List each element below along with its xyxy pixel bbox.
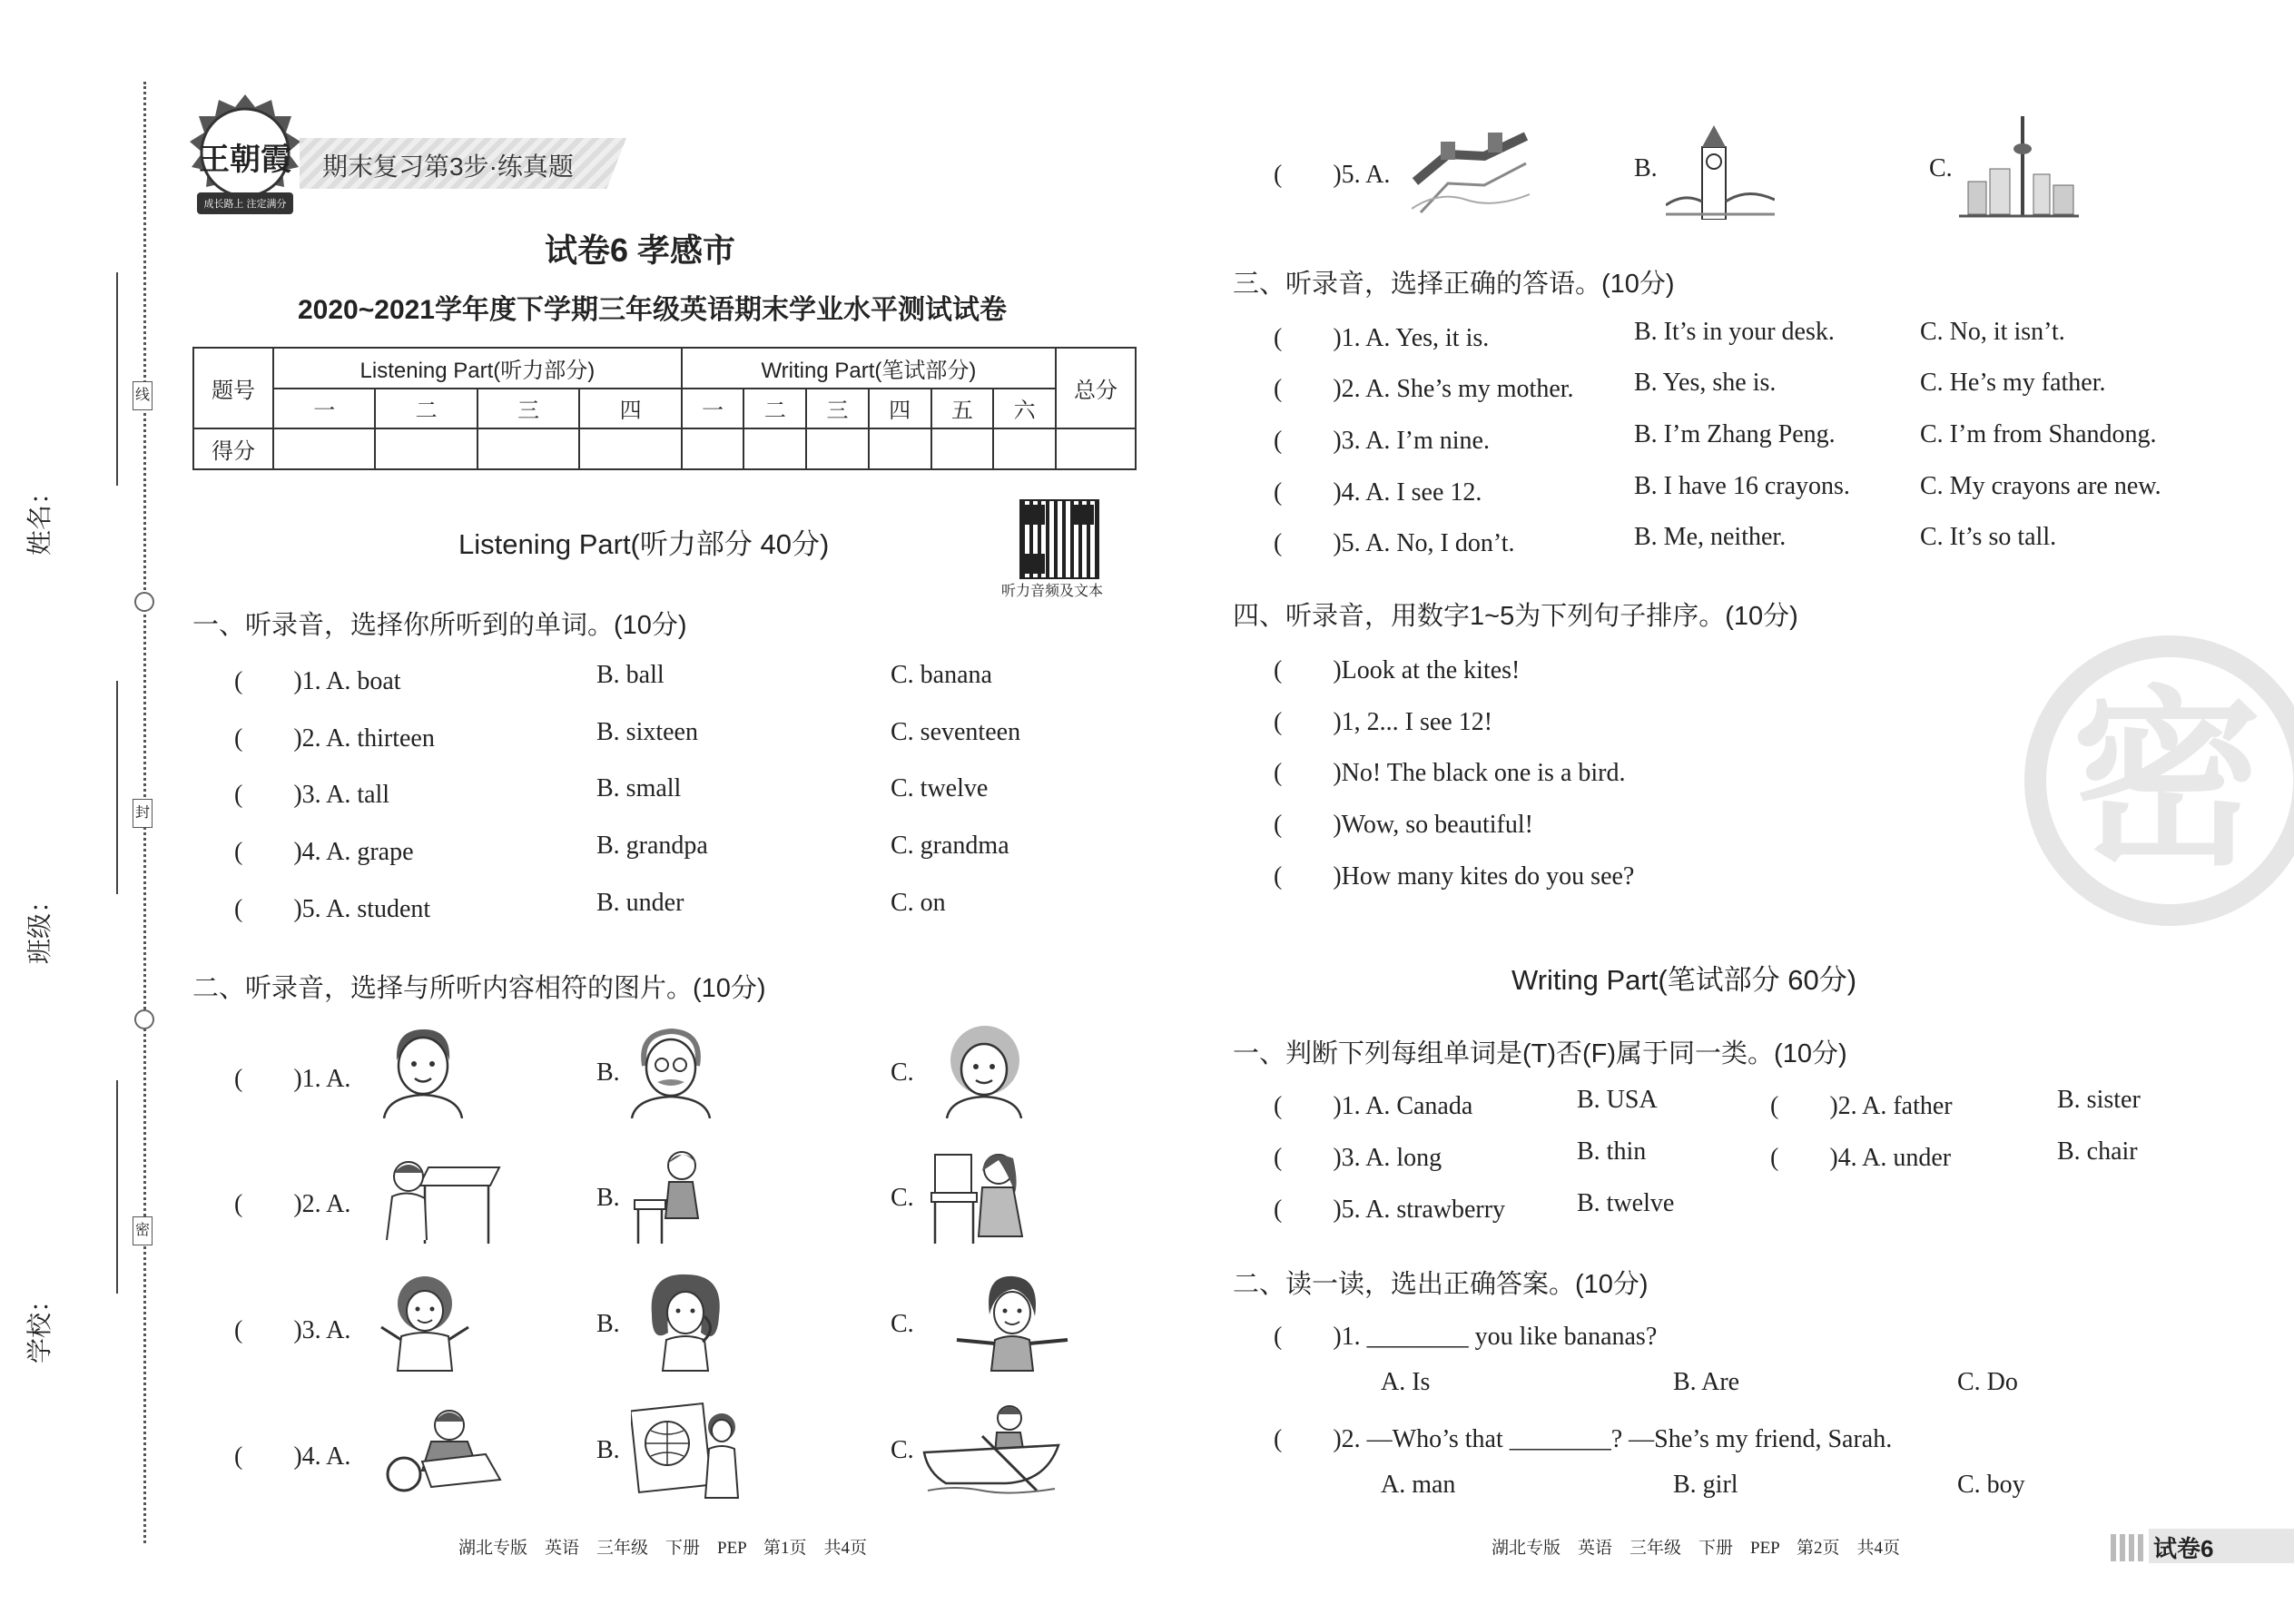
list-item[interactable]: ( )2. A. bbox=[234, 1190, 351, 1218]
score-col: 五 bbox=[931, 389, 994, 429]
list-item[interactable]: ( )Wow, so beautiful! bbox=[1274, 811, 1533, 839]
listening-s2-heading: 二、听录音，选择与所听内容相符的图片。(10分) bbox=[192, 974, 766, 1003]
score-col: 四 bbox=[869, 389, 931, 429]
list-item[interactable]: ( )3. A. I’m nine. bbox=[1274, 427, 1490, 455]
boy-shrugging-picture[interactable] bbox=[374, 1271, 474, 1373]
score-cell[interactable] bbox=[478, 428, 579, 469]
option-c[interactable]: C. My crayons are new. bbox=[1920, 472, 2161, 500]
score-col: 二 bbox=[375, 389, 477, 429]
option-c[interactable]: C. No, it isn’t. bbox=[1920, 318, 2065, 346]
score-cell[interactable] bbox=[273, 428, 375, 469]
mark-line-box: 线 bbox=[133, 381, 153, 410]
score-cell[interactable] bbox=[743, 428, 806, 469]
mark-secret-box: 密 bbox=[133, 1216, 153, 1245]
watermark-char: 密 bbox=[2072, 674, 2263, 887]
option-c[interactable]: C. Do bbox=[1957, 1368, 2018, 1396]
list-item[interactable]: ( )Look at the kites! bbox=[1274, 656, 1521, 684]
list-item[interactable]: ( )1. A. Yes, it is. bbox=[1274, 324, 1490, 352]
listening-s4-heading: 四、听录音，用数字1~5为下列句子排序。(10分) bbox=[1233, 602, 1798, 631]
option-b[interactable]: B. Me, neither. bbox=[1634, 523, 1787, 551]
option-c[interactable]: C. boy bbox=[1957, 1471, 2025, 1499]
score-cell[interactable] bbox=[1056, 428, 1136, 469]
option-b[interactable]: B. Are bbox=[1673, 1368, 1740, 1396]
great-wall-picture[interactable] bbox=[1412, 118, 1530, 216]
logo-text: 王朝霞 bbox=[199, 143, 291, 177]
footer-left: 湖北专版 英语 三年级 下册 PEP 第1页 共4页 bbox=[458, 1539, 868, 1558]
option-c[interactable]: C. bbox=[1929, 154, 1953, 182]
score-cell[interactable] bbox=[806, 428, 869, 469]
list-item[interactable]: ( )4. A. I see 12. bbox=[1274, 478, 1482, 507]
name-label: 姓名： bbox=[26, 478, 55, 556]
list-item[interactable]: ( )3. A. tall bbox=[234, 781, 390, 809]
score-table-writing: Writing Part(笔试部分) bbox=[682, 348, 1056, 389]
option-b[interactable]: B. Yes, she is. bbox=[1634, 369, 1777, 397]
girl-thinking-picture[interactable] bbox=[635, 1269, 735, 1373]
option-c[interactable]: C. He’s my father. bbox=[1920, 369, 2106, 397]
option-b[interactable]: B. bbox=[1634, 154, 1658, 182]
grandpa-face-picture[interactable] bbox=[625, 1024, 715, 1118]
brand-logo bbox=[177, 91, 313, 227]
girl-arms-open-picture[interactable] bbox=[953, 1271, 1071, 1373]
list-item[interactable]: ( )5. A. student bbox=[234, 895, 431, 923]
name-field[interactable] bbox=[26, 272, 218, 556]
class-field[interactable] bbox=[26, 681, 218, 965]
score-col: 三 bbox=[478, 389, 579, 429]
option-b[interactable]: B. grandpa bbox=[596, 832, 708, 860]
option-b[interactable]: B. chair bbox=[2057, 1137, 2138, 1166]
option-c[interactable]: C. bbox=[891, 1058, 914, 1087]
score-cell[interactable] bbox=[579, 428, 681, 469]
footer-tab-pattern bbox=[2111, 1534, 2147, 1561]
question-1[interactable]: ( )1. ________ you like bananas? bbox=[1274, 1323, 1658, 1351]
option-c[interactable]: C. grandma bbox=[891, 832, 1009, 860]
list-item[interactable]: ( )4. A. under bbox=[1770, 1144, 1952, 1172]
list-item[interactable]: ( )1. A. bbox=[234, 1065, 351, 1093]
writing-s2-heading: 二、读一读，选出正确答案。(10分) bbox=[1233, 1270, 1649, 1299]
score-table-listening: Listening Part(听力部分) bbox=[273, 348, 682, 389]
score-col: 六 bbox=[993, 389, 1056, 429]
score-cell[interactable] bbox=[869, 428, 931, 469]
score-col: 三 bbox=[806, 389, 869, 429]
binding-hole-2 bbox=[134, 1009, 154, 1029]
option-c[interactable]: C. I’m from Shandong. bbox=[1920, 420, 2157, 448]
name-underline bbox=[116, 272, 118, 486]
score-cell[interactable] bbox=[931, 428, 994, 469]
option-b[interactable]: B. bbox=[596, 1184, 620, 1212]
option-b[interactable]: B. bbox=[596, 1436, 620, 1464]
score-cell[interactable] bbox=[993, 428, 1056, 469]
listening-title: Listening Part(听力部分 40分) bbox=[458, 528, 830, 560]
footer-right: 湖北专版 英语 三年级 下册 PEP 第2页 共4页 bbox=[1492, 1539, 1901, 1558]
option-b[interactable]: B. twelve bbox=[1577, 1189, 1675, 1217]
school-label: 学校： bbox=[26, 1286, 55, 1364]
list-item[interactable]: ( )3. A. bbox=[234, 1316, 351, 1344]
option-b[interactable]: B. I have 16 crayons. bbox=[1634, 472, 1850, 500]
page-title: 试卷6 孝感市 bbox=[545, 231, 736, 269]
option-c[interactable]: C. It’s so tall. bbox=[1920, 523, 2057, 551]
writing-s1-heading: 一、判断下列每组单词是(T)否(F)属于同一类。(10分) bbox=[1233, 1039, 1847, 1068]
boy-in-boat-picture[interactable] bbox=[919, 1400, 1064, 1494]
logo-ribbon: 成长路上 注定满分 bbox=[203, 199, 287, 210]
option-a[interactable]: A. Is bbox=[1381, 1368, 1431, 1396]
list-item[interactable]: ( )5. A. strawberry bbox=[1274, 1196, 1506, 1224]
score-cell[interactable] bbox=[375, 428, 477, 469]
option-b[interactable]: B. USA bbox=[1577, 1086, 1658, 1114]
class-label: 班级： bbox=[26, 887, 55, 965]
option-b[interactable]: B. sixteen bbox=[596, 718, 698, 746]
mark-seal-box: 封 bbox=[133, 799, 153, 828]
score-cell[interactable] bbox=[682, 428, 744, 469]
score-row-label: 得分 bbox=[193, 428, 273, 469]
list-item[interactable]: ( )How many kites do you see? bbox=[1274, 862, 1635, 891]
option-c[interactable]: C. banana bbox=[891, 661, 992, 689]
qr-code[interactable] bbox=[1019, 499, 1099, 579]
option-b[interactable]: B. bbox=[596, 1058, 620, 1087]
list-item[interactable]: ( )1. A. boat bbox=[234, 667, 401, 695]
list-item[interactable]: ( )2. A. thirteen bbox=[234, 724, 435, 753]
binding-hole-1 bbox=[134, 592, 154, 612]
page-subtitle: 2020~2021学年度下学期三年级英语期末学业水平测试试卷 bbox=[298, 295, 1007, 325]
list-item[interactable]: ( )4. A. grape bbox=[234, 838, 414, 866]
score-col: 一 bbox=[682, 389, 744, 429]
list-item[interactable]: ( )2. A. She’s my mother. bbox=[1274, 375, 1574, 403]
big-ben-picture[interactable] bbox=[1666, 123, 1775, 220]
list-item[interactable]: ( )1, 2... I see 12! bbox=[1274, 708, 1493, 736]
option-b[interactable]: B. girl bbox=[1673, 1471, 1738, 1499]
school-underline bbox=[116, 1080, 118, 1294]
option-b[interactable]: B. I’m Zhang Peng. bbox=[1634, 420, 1836, 448]
list-item[interactable]: ( )1. A. Canada bbox=[1274, 1092, 1473, 1120]
school-field[interactable] bbox=[26, 1080, 218, 1364]
option-b[interactable]: B. thin bbox=[1577, 1137, 1647, 1166]
grandma-face-picture[interactable] bbox=[938, 1024, 1029, 1118]
option-c[interactable]: C. bbox=[891, 1310, 914, 1338]
step-banner-text: 期末复习第3步·练真题 bbox=[322, 153, 574, 181]
option-b[interactable]: B. under bbox=[596, 889, 684, 917]
girl-by-chair-picture[interactable] bbox=[629, 1146, 720, 1245]
score-table-total: 总分 bbox=[1056, 348, 1136, 428]
option-c[interactable]: C. twelve bbox=[891, 774, 989, 802]
score-table bbox=[192, 347, 1137, 470]
list-item[interactable]: ( )No! The black one is a bird. bbox=[1274, 759, 1626, 787]
question-2[interactable]: ( )2. —Who’s that ________? —She’s my friend, Sarah. bbox=[1274, 1425, 1893, 1453]
listening-s1-heading: 一、听录音，选择你所听到的单词。(10分) bbox=[192, 611, 687, 640]
option-b[interactable]: B. small bbox=[596, 774, 682, 802]
boy-with-globe-map-picture[interactable] bbox=[631, 1398, 749, 1500]
option-c[interactable]: C. seventeen bbox=[891, 718, 1021, 746]
boy-face-picture[interactable] bbox=[377, 1024, 468, 1118]
option-a[interactable]: A. man bbox=[1381, 1471, 1456, 1499]
list-item[interactable]: ( )3. A. long bbox=[1274, 1144, 1442, 1172]
list-item[interactable]: ( )5. A. No, I don’t. bbox=[1274, 529, 1515, 557]
score-col: 四 bbox=[579, 389, 681, 429]
option-b[interactable]: B. ball bbox=[596, 661, 665, 689]
footer-tab-label: 试卷6 bbox=[2153, 1535, 2214, 1562]
writing-title: Writing Part(笔试部分 60分) bbox=[1511, 964, 1857, 996]
listening-s3-heading: 三、听录音，选择正确的答语。(10分) bbox=[1233, 270, 1675, 299]
class-underline bbox=[116, 681, 118, 894]
score-col: 一 bbox=[273, 389, 375, 429]
list-item[interactable]: ( )5. A. bbox=[1274, 161, 1391, 189]
option-c[interactable]: C. bbox=[891, 1184, 914, 1212]
option-c[interactable]: C. on bbox=[891, 889, 946, 917]
score-col: 二 bbox=[743, 389, 806, 429]
boy-driving-picture[interactable] bbox=[377, 1398, 513, 1498]
boy-at-desk-picture[interactable] bbox=[374, 1149, 506, 1245]
score-table-header-no: 题号 bbox=[193, 348, 273, 428]
girl-behind-chair-picture[interactable] bbox=[924, 1146, 1042, 1245]
option-b[interactable]: B. It’s in your desk. bbox=[1634, 318, 1835, 346]
list-item[interactable]: ( )4. A. bbox=[234, 1442, 351, 1471]
option-b[interactable]: B. bbox=[596, 1310, 620, 1338]
qr-caption: 听力音频及文本 bbox=[1001, 584, 1104, 599]
option-c[interactable]: C. bbox=[891, 1436, 914, 1464]
option-b[interactable]: B. sister bbox=[2057, 1086, 2141, 1114]
cn-tower-skyline-picture[interactable] bbox=[1959, 116, 2079, 218]
list-item[interactable]: ( )2. A. father bbox=[1770, 1092, 1953, 1120]
